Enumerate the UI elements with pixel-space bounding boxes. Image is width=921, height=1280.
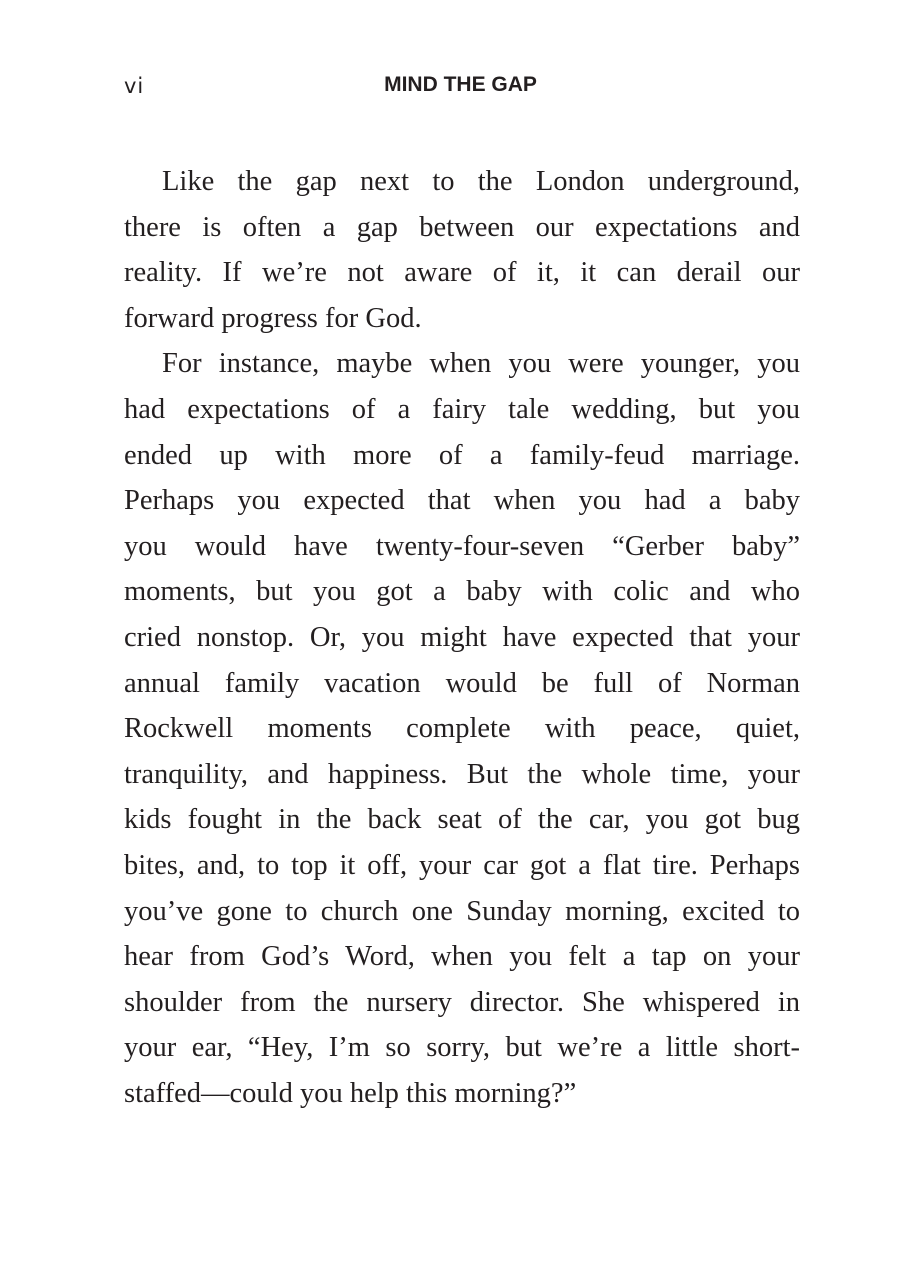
text-line: you would have twenty-four-seven “Gerber baby” xyxy=(124,530,800,562)
text-line: kids fought in the back seat of the car, you got bug xyxy=(124,804,800,836)
text-line: annual family vacation would be full of Norman xyxy=(124,667,800,699)
text-line: Rockwell moments complete with peace, quiet, xyxy=(124,713,800,745)
text-line: Like the gap next to the London underground, xyxy=(162,166,800,197)
text-line: forward progress for God. xyxy=(124,302,422,334)
text-line: your ear, “Hey, I’m so sorry, but we’re a little short- xyxy=(124,1032,800,1064)
text-line: For instance, maybe when you were younger, you xyxy=(162,348,800,380)
text-line: reality. If we’re not aware of it, it can derail our xyxy=(124,257,800,289)
text-line: ended up with more of a family-feud marriage. xyxy=(124,439,800,471)
text-line: moments, but you got a baby with colic and who xyxy=(124,576,800,608)
text-line: tranquility, and happiness. But the whole time, your xyxy=(124,758,800,790)
text-line: bites, and, to top it off, your car got a flat tire. Perhaps xyxy=(124,849,800,881)
text-line: Perhaps you expected that when you had a baby xyxy=(124,485,800,517)
paragraph xyxy=(124,162,800,344)
text-line: had expectations of a fairy tale wedding, but you xyxy=(124,393,800,425)
running-title: MIND THE GAP xyxy=(384,73,537,96)
text-line: you’ve gone to church one Sunday morning, excited to xyxy=(124,895,800,927)
text-line: there is often a gap between our expectations and xyxy=(124,211,800,243)
page-number: vi xyxy=(124,74,145,98)
paragraph xyxy=(124,344,800,1119)
text-line: shoulder from the nursery director. She whispered in xyxy=(124,986,800,1018)
text-line: staffed—could you help this morning?” xyxy=(124,1077,577,1109)
text-line: hear from God’s Word, when you felt a tap on your xyxy=(124,941,800,973)
running-header xyxy=(0,73,921,97)
text-line: cried nonstop. Or, you might have expected that your xyxy=(124,621,800,653)
body-text xyxy=(124,162,800,1119)
